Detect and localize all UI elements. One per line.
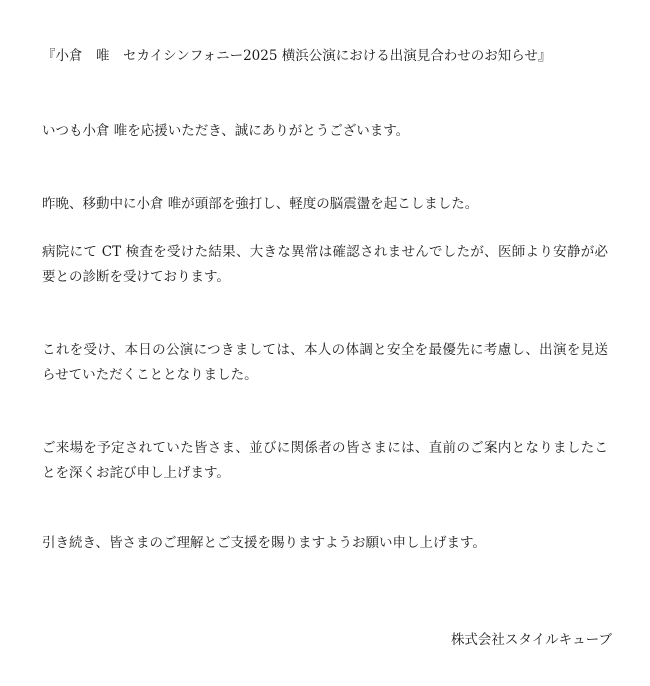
closing-paragraph: 引き続き、皆さまのご理解とご支援を賜りますようお願い申し上げます。 (42, 535, 486, 551)
notice-title: 『小倉 唯 セカイシンフォニー2025 横浜公演における出演見合わせのお知らせ』 (42, 48, 552, 64)
apology-paragraph: ご来場を予定されていた皆さま、並びに関係者の皆さまには、直前のご案内となりましたことを深くお詫び申し上げます。 (42, 440, 608, 481)
incident-paragraph: 昨晩、移動中に小倉 唯が頭部を強打し、軽度の脳震盪を起こしました。 (42, 196, 479, 212)
diagnosis-paragraph: 病院にて CT 検査を受けた結果、大きな異常は確認されませんでしたが、医師より安静が必要との診断を受けております。 (42, 244, 608, 285)
greeting-paragraph: いつも小倉 唯を応援いただき、誠にありがとうございます。 (42, 123, 410, 139)
company-signature: 株式会社スタイルキューブ (450, 632, 612, 648)
announcement-notice (42, 44, 614, 654)
decision-paragraph: これを受け、本日の公演につきましては、本人の体調と安全を最優先に考慮し、出演を見送らせていただくこととなりました。 (42, 342, 608, 383)
